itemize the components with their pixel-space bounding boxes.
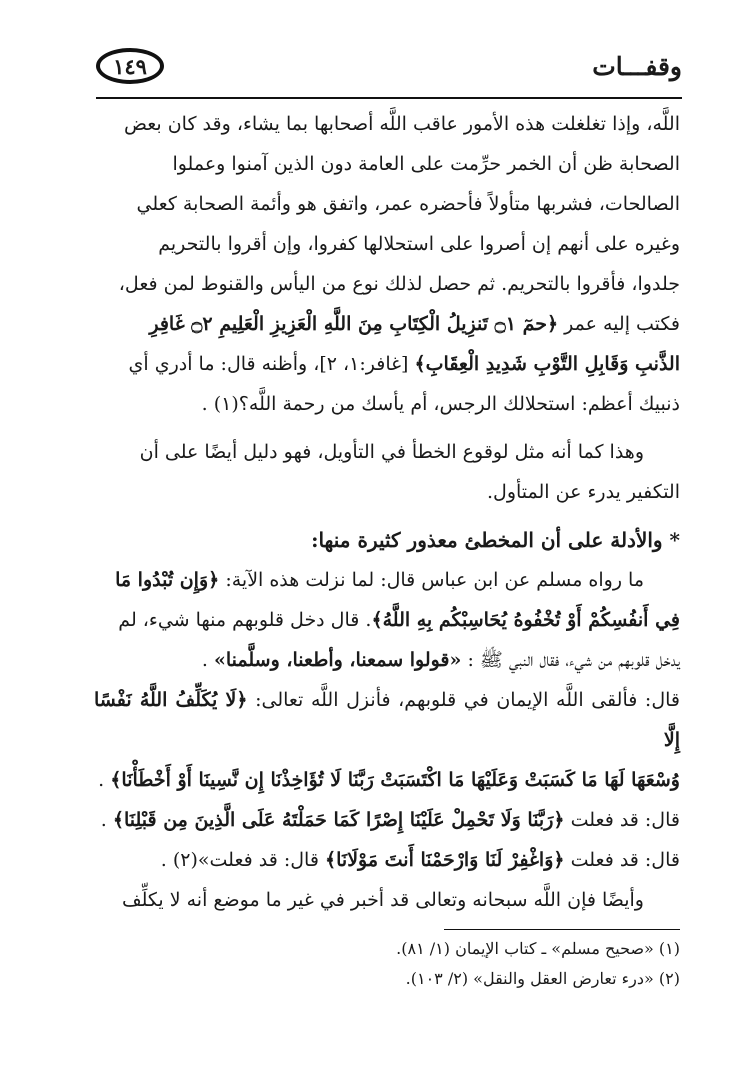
- footnote-rule: [444, 929, 680, 930]
- text-line: فِي أَنفُسِكُمْ أَوْ تُخْفُوهُ يُحَاسِبْكُم بِهِ اللَّهُ﴾. قال دخل قلوبهم منها شيء، لم: [118, 609, 680, 631]
- quran-verse: ﴿حمٓ ۝١ تَنزِيلُ الْكِتَابِ مِنَ اللَّهِ الْعَزِيزِ الْعَلِيمِ ۝٢ غَافِرِ: [149, 313, 559, 335]
- quran-verse: ﴿رَبَّنَا وَلَا تَحْمِلْ عَلَيْنَا إِصْرًا كَمَا حَمَلْتَهُ عَلَى الَّذِينَ مِن قَبْلِنَا﴾: [112, 809, 565, 831]
- text-line: قال: قد فعلت ﴿وَاغْفِرْ لَنَا وَارْحَمْنَا أَنتَ مَوْلَانَا﴾ قال: قد فعلت»(٢) .: [160, 849, 680, 871]
- main-text: [94, 104, 680, 920]
- text-line: وُسْعَهَا لَهَا مَا كَسَبَتْ وَعَلَيْهَا مَا اكْتَسَبَتْ رَبَّنَا لَا تُؤَاخِذْنَا إِن نَّسِينَا أَوْ أَخْطَأْنَا﴾ .: [98, 769, 680, 791]
- footnote: (١) «صحيح مسلم» ـ كتاب الإيمان (١/ ٨١).: [396, 939, 680, 958]
- footnote: (٢) «درء تعارض العقل والنقل» (٢/ ١٠٣).: [405, 969, 680, 988]
- text-line: الصحابة ظن أن الخمر حرِّمت على العامة دون الذين آمنوا وعملوا: [172, 153, 680, 175]
- text-line: التكفير يدرء عن المتأول.: [486, 481, 680, 503]
- text-line: وغيره على أنهم إن أصروا على استحلالها كفروا، وإن أقروا بالتحريم: [158, 233, 680, 255]
- running-title: وقفـــات: [592, 52, 682, 81]
- text-line: الصالحات، فشربها متأولاً فأحضره عمر، واتفق هو وأئمة الصحابة كعلي: [136, 193, 680, 215]
- text-line: يدخل قلوبهم من شيء، فقال النبي ﷺ : «قولوا سمعنا، وأطعنا، وسلَّمنا» .: [201, 649, 680, 671]
- quran-verse: ﴿لَا يُكَلِّفُ اللَّهُ نَفْسًا إِلَّا: [94, 689, 680, 751]
- text-line: وهذا كما أنه مثل لوقوع الخطأ في التأويل، فهو دليل أيضًا على أن: [139, 441, 644, 463]
- page-header: [96, 44, 682, 96]
- quran-verse: ﴿وَإِن تُبْدُوا مَا: [115, 569, 220, 591]
- quran-verse: الذَّنبِ وَقَابِلِ التَّوْبِ شَدِيدِ الْعِقَابِ﴾: [414, 353, 680, 375]
- text-line: قال: فألقى اللَّه الإيمان في قلوبهم، فأنزل اللَّه تعالى: ﴿لَا يُكَلِّفُ اللَّهُ نَفْسًا إِلَّا: [94, 689, 681, 751]
- quran-verse: فِي أَنفُسِكُمْ أَوْ تُخْفُوهُ يُحَاسِبْكُم بِهِ اللَّهُ﴾: [371, 609, 680, 631]
- text-line: الذَّنبِ وَقَابِلِ التَّوْبِ شَدِيدِ الْعِقَابِ﴾ [غافر:١، ٢]، وأظنه قال: ما أدري أي: [128, 353, 680, 375]
- section-heading: * والأدلة على أن المخطئ معذور كثيرة منها:: [311, 528, 680, 552]
- header-rule: [96, 97, 682, 99]
- text-line: فكتب إليه عمر ﴿حمٓ ۝١ تَنزِيلُ الْكِتَابِ مِنَ اللَّهِ الْعَزِيزِ الْعَلِيمِ ۝٢ غَافِرِ: [149, 313, 680, 335]
- quran-verse: وُسْعَهَا لَهَا مَا كَسَبَتْ وَعَلَيْهَا مَا اكْتَسَبَتْ رَبَّنَا لَا تُؤَاخِذْنَا إِن نَّسِينَا أَوْ أَخْطَأْنَا﴾: [110, 769, 680, 791]
- footnotes: [94, 934, 680, 994]
- text-line: قال: قد فعلت ﴿رَبَّنَا وَلَا تَحْمِلْ عَلَيْنَا إِصْرًا كَمَا حَمَلْتَهُ عَلَى الَّذِينَ مِن قَبْلِنَا﴾ .: [100, 809, 680, 831]
- text-line: ما رواه مسلم عن ابن عباس قال: لما نزلت هذه الآية: ﴿وَإِن تُبْدُوا مَا: [115, 569, 644, 591]
- text-line: اللَّه، وإذا تغلغلت هذه الأمور عاقب اللَّه أصحابها بما يشاء، وقد كان بعض: [123, 113, 680, 135]
- text-line: ذنبيك أعظم: استحلالك الرجس، أم يأسك من رحمة اللَّه؟(١) .: [201, 393, 680, 415]
- text-line: وأيضًا فإن اللَّه سبحانه وتعالى قد أخبر في غير ما موضع أنه لا يكلِّف: [121, 889, 644, 911]
- quran-verse: ﴿وَاغْفِرْ لَنَا وَارْحَمْنَا أَنتَ مَوْلَانَا﴾: [324, 849, 565, 871]
- hadith-quote: «قولوا سمعنا، وأطعنا، وسلَّمنا»: [214, 649, 462, 671]
- text-line: جلدوا، فأقروا بالتحريم. ثم حصل لذلك نوع من اليأس والقنوط لمن فعل،: [118, 273, 680, 295]
- page-number: ١٤٩: [96, 48, 164, 84]
